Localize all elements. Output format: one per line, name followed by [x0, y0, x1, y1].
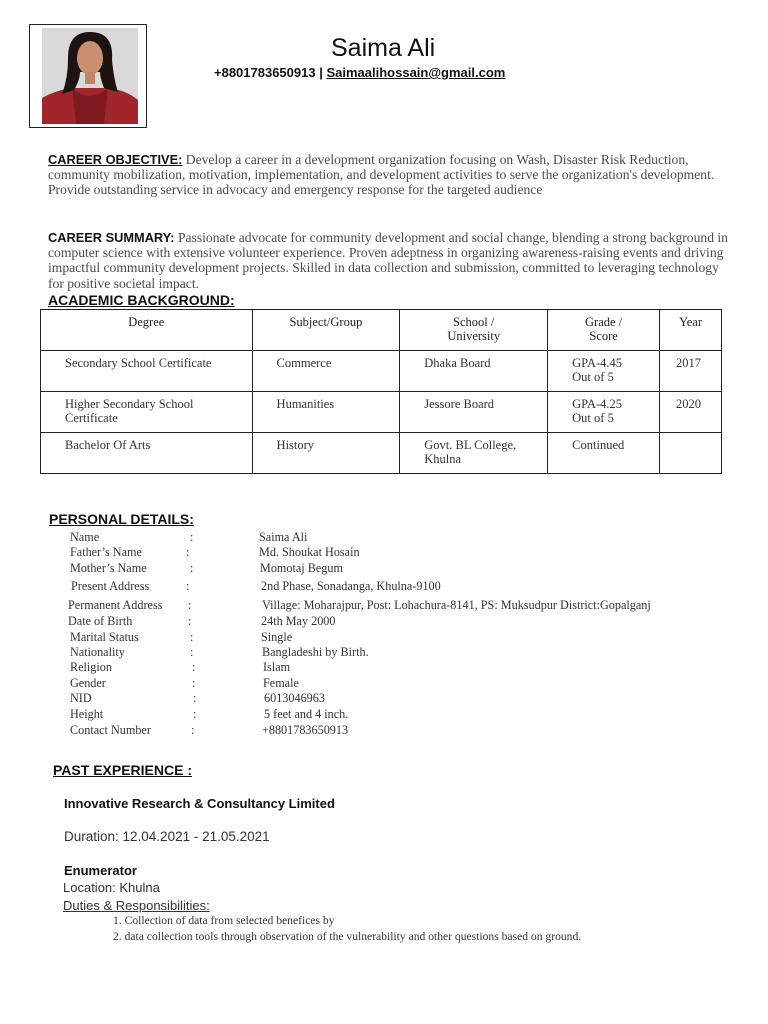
degree-cell: Higher Secondary School Certificate [41, 392, 253, 433]
academic-header-year: Year [660, 310, 722, 351]
personal-detail-value: Islam [263, 660, 291, 674]
personal-heading: PERSONAL DETAILS: [49, 511, 194, 527]
personal-detail-colon: : [186, 579, 190, 593]
personal-detail-colon: : [191, 723, 195, 737]
personal-detail-colon: : [190, 645, 194, 659]
academic-header-subject: Subject/Group [252, 310, 400, 351]
personal-detail-row [68, 579, 748, 594]
personal-detail-row [68, 723, 748, 738]
company-name: Innovative Research & Consultancy Limited [64, 796, 335, 811]
personal-detail-row [68, 545, 748, 560]
academic-table [40, 309, 722, 474]
academic-header-degree: Degree [41, 310, 253, 351]
table-row [41, 392, 722, 433]
personal-detail-row [68, 645, 748, 660]
personal-detail-key: Religion [70, 660, 112, 674]
table-row [41, 351, 722, 392]
personal-detail-colon: : [192, 676, 196, 690]
personal-detail-value: 6013046963 [264, 691, 325, 705]
personal-detail-row [68, 561, 748, 576]
personal-detail-value: 24th May 2000 [261, 614, 336, 628]
duties-list [113, 914, 581, 945]
personal-detail-value: +8801783650913 [262, 723, 349, 737]
personal-detail-key: Marital Status [70, 630, 139, 644]
personal-detail-row [68, 691, 748, 706]
personal-detail-key: Mother’s Name [70, 561, 147, 575]
contact-separator: | [315, 65, 327, 80]
academic-header-row [41, 310, 722, 351]
personal-detail-key: Present Address [71, 579, 150, 593]
personal-detail-key: Height [70, 707, 104, 721]
list-item: 1. Collection of data from selected benefices by [113, 914, 335, 927]
personal-detail-value: Single [261, 630, 293, 644]
personal-detail-colon: : [190, 561, 194, 575]
grade-cell: GPA-4.45 Out of 5 [548, 351, 660, 392]
personal-detail-key: Contact Number [70, 723, 151, 737]
personal-detail-colon: : [192, 660, 196, 674]
school-cell: Govt. BL College, Khulna [400, 433, 548, 474]
personal-detail-row [68, 660, 748, 675]
school-cell: Dhaka Board [400, 351, 548, 392]
list-item: 2. data collection tools through observation of the vulnerability and other questions based on ground. [113, 929, 582, 943]
personal-detail-colon: : [188, 614, 192, 628]
personal-detail-value: Female [263, 676, 299, 690]
career-objective [48, 152, 738, 198]
degree-cell: Secondary School Certificate [41, 351, 253, 392]
personal-detail-key: Date of Birth [68, 614, 133, 628]
personal-detail-value: Momotaj Begum [260, 561, 343, 575]
personal-detail-colon: : [190, 630, 194, 644]
job-location: Location: Khulna [63, 880, 160, 895]
phone-number: +8801783650913 [214, 65, 316, 80]
personal-detail-value: Village: Moharajpur, Post: Lohachura-8141, PS: Muksudpur District:Gopalganj [262, 598, 651, 612]
candidate-name: Saima Ali [331, 34, 436, 62]
profile-photo [42, 28, 138, 124]
personal-detail-colon: : [193, 691, 197, 705]
duties-label: Duties & Responsibilities: [63, 898, 210, 913]
year-cell: 2017 [660, 351, 722, 392]
personal-detail-value: 5 feet and 4 inch. [264, 707, 349, 721]
personal-detail-value: Bangladeshi by Birth. [262, 645, 369, 659]
subject-cell: Humanities [252, 392, 400, 433]
year-cell [660, 433, 722, 474]
personal-detail-colon: : [188, 598, 192, 612]
career-summary-text: Passionate advocate for community development and social change, blending a strong background in computer science with extensive volunteer experience. Proven adeptness in organizing awareness-raising events and driving impactful community development projects. Skilled in data collection and submission, committed to leveraging technology for positive societal impact. [48, 230, 728, 291]
personal-detail-colon: : [193, 707, 197, 721]
degree-cell: Bachelor Of Arts [41, 433, 253, 474]
academic-header-school: School / University [400, 310, 548, 351]
personal-detail-key: Permanent Address [68, 598, 163, 612]
experience-heading: PAST EXPERIENCE : [53, 762, 192, 778]
personal-detail-value: Md. Shoukat Hosain [259, 545, 360, 559]
email-link[interactable]: Saimaalihossain@gmail.com [326, 65, 506, 80]
personal-detail-colon: : [186, 545, 190, 559]
personal-detail-row [68, 530, 748, 545]
personal-detail-key: Nationality [70, 645, 125, 659]
personal-detail-row [68, 598, 748, 613]
personal-detail-key: Name [70, 530, 100, 544]
duration: Duration: 12.04.2021 - 21.05.2021 [64, 829, 270, 844]
personal-detail-colon: : [190, 530, 194, 544]
school-cell: Jessore Board [400, 392, 548, 433]
grade-cell: GPA-4.25 Out of 5 [548, 392, 660, 433]
career-objective-text: Develop a career in a development organization focusing on Wash, Disaster Risk Reduction, community mobilization, motivation, implementation, and development activities to serve the organization's development. Provide outstanding service in advocacy and emergency response for the targeted audience [48, 152, 715, 198]
personal-detail-row [68, 630, 748, 645]
subject-cell: History [252, 433, 400, 474]
personal-detail-value: Saima Ali [259, 530, 308, 544]
contact-line [214, 65, 505, 80]
personal-detail-row [68, 614, 748, 629]
personal-detail-key: Gender [70, 676, 106, 690]
personal-detail-row [68, 676, 748, 691]
career-summary [48, 230, 738, 291]
personal-detail-row [68, 707, 748, 722]
table-row [41, 433, 722, 474]
personal-detail-value: 2nd Phase, Sonadanga, Khulna-9100 [261, 579, 441, 593]
subject-cell: Commerce [252, 351, 400, 392]
personal-detail-key: NID [70, 691, 92, 705]
personal-detail-key: Father’s Name [70, 545, 142, 559]
career-summary-label: CAREER SUMMARY: [48, 230, 175, 245]
job-role: Enumerator [64, 863, 137, 878]
academic-header-grade: Grade / Score [548, 310, 660, 351]
grade-cell: Continued [548, 433, 660, 474]
academic-heading: ACADEMIC BACKGROUND: [48, 292, 235, 308]
year-cell: 2020 [660, 392, 722, 433]
career-objective-label: CAREER OBJECTIVE: [48, 152, 183, 167]
profile-photo-image [42, 28, 138, 124]
